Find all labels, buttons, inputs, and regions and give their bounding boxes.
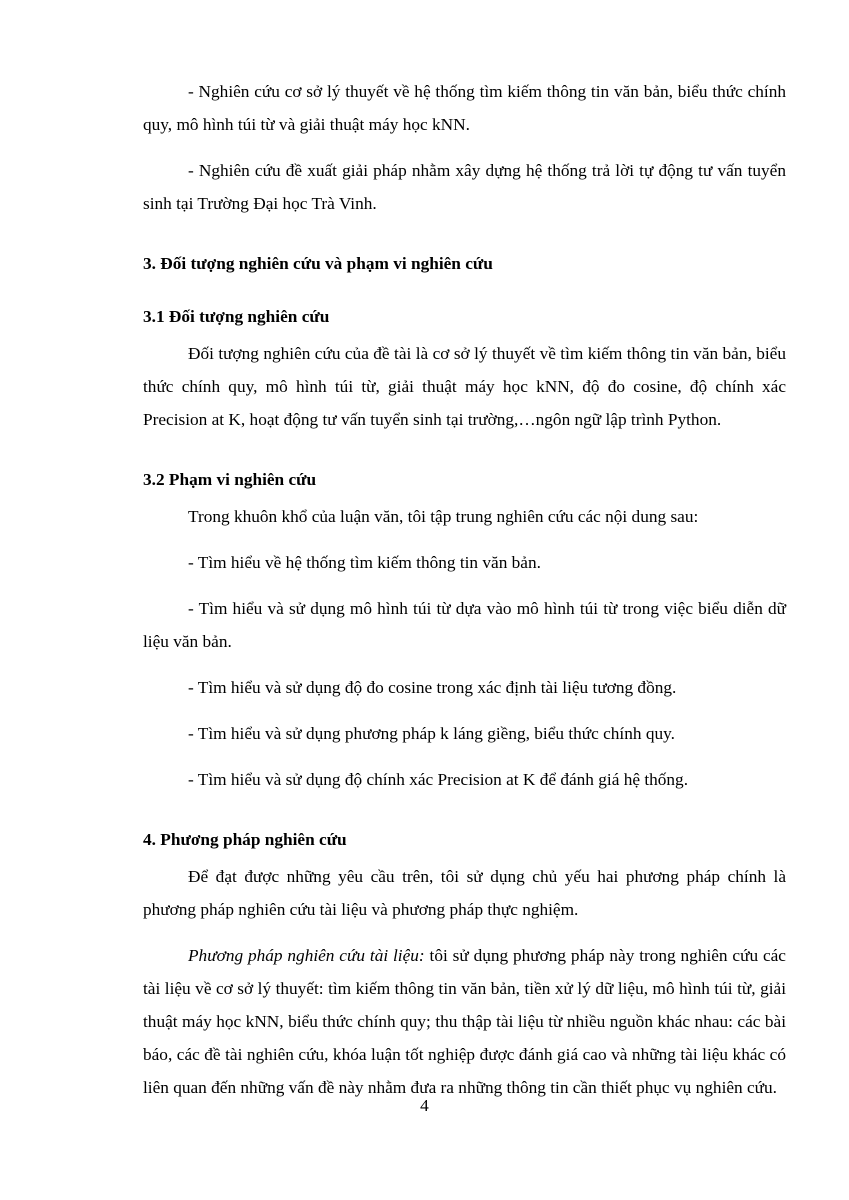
scope-item-5: - Tìm hiểu và sử dụng độ chính xác Precision at K để đánh giá hệ thống.: [188, 770, 689, 789]
method-label: Phương pháp nghiên cứu tài liệu:: [188, 946, 425, 965]
intro-item-2: - Nghiên cứu đề xuất giải pháp nhằm xây dựng hệ thống trả lời tự động tư vấn tuyển sinh tại Trường Đại học Trà Vinh.: [143, 161, 786, 213]
section-4-heading: 4. Phương pháp nghiên cứu: [143, 830, 347, 849]
section-3-2-heading: 3.2 Phạm vi nghiên cứu: [143, 470, 317, 489]
scope-item-1: - Tìm hiểu về hệ thống tìm kiếm thông tin văn bản.: [188, 553, 541, 572]
section-4-paragraph-1: Để đạt được những yêu cầu trên, tôi sử dụng chủ yếu hai phương pháp chính là phương pháp nghiên cứu tài liệu và phương pháp thực nghiệm.: [143, 867, 786, 919]
page-number: 4: [420, 1096, 429, 1115]
section-3-2-lead: Trong khuôn khổ của luận văn, tôi tập trung nghiên cứu các nội dung sau:: [188, 507, 699, 526]
scope-item-3: - Tìm hiểu và sử dụng độ đo cosine trong xác định tài liệu tương đồng.: [188, 678, 677, 697]
section-3-1-paragraph: Đối tượng nghiên cứu của đề tài là cơ sở lý thuyết về tìm kiếm thông tin văn bản, biểu thức chính quy, mô hình túi từ, giải thuật máy học kNN, độ đo cosine, độ chính xác Precision at K, hoạt động tư vấn tuyển sinh tại trường,…ngôn ngữ lập trình Python.: [143, 344, 786, 429]
method-description: tôi sử dụng phương pháp này trong nghiên cứu các tài liệu về cơ sở lý thuyết: tìm kiếm thông tin văn bản, tiền xử lý dữ liệu, mô hình túi từ, giải thuật máy học kNN, biểu thức chính quy; thu thập tài liệu từ nhiều nguồn khác nhau: các bài báo, các đề tài nghiên cứu, khóa luận tốt nghiệp được đánh giá cao và những tài liệu khác có liên quan đến những vấn đề này nhằm đưa ra những thông tin cần thiết phục vụ nghiên cứu.: [143, 946, 786, 1097]
section-3-heading: 3. Đối tượng nghiên cứu và phạm vi nghiên cứu: [143, 254, 493, 273]
scope-item-4: - Tìm hiểu và sử dụng phương pháp k láng giềng, biểu thức chính quy.: [188, 724, 675, 743]
section-4-paragraph-2: [143, 939, 786, 1104]
scope-item-2: - Tìm hiểu và sử dụng mô hình túi từ dựa vào mô hình túi từ trong việc biểu diễn dữ liệu văn bản.: [143, 599, 786, 651]
intro-item-1: - Nghiên cứu cơ sở lý thuyết về hệ thống tìm kiếm thông tin văn bản, biểu thức chính quy, mô hình túi từ và giải thuật máy học kNN.: [143, 82, 786, 134]
section-3-1-heading: 3.1 Đối tượng nghiên cứu: [143, 307, 330, 326]
